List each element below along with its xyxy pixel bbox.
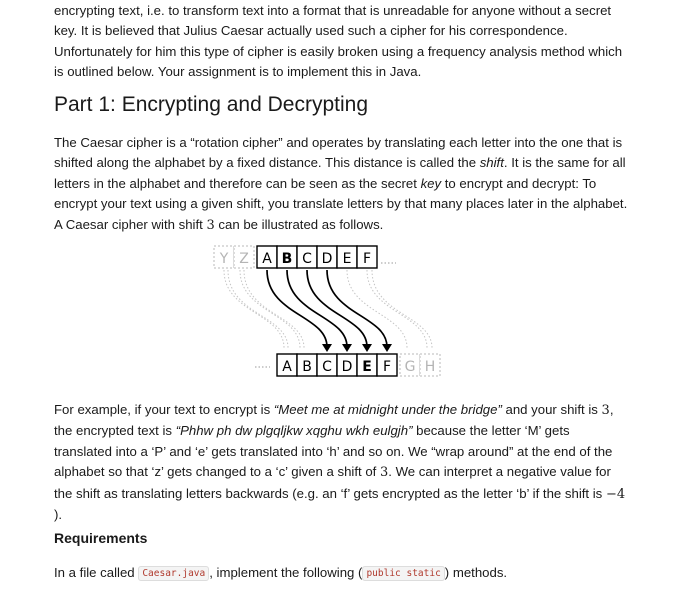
- p2-text: the shift as translating letters backwards (e.g. an ‘f’ gets encrypted as the letter ‘b’ if the shift is: [54, 485, 606, 501]
- caesar-description-paragraph: [54, 133, 654, 236]
- intro-line-2: key. It is believed that Julius Caesar actually used such a cipher for his correspondence.: [54, 23, 568, 39]
- shift-term: shift: [479, 155, 504, 171]
- bottom-row: [255, 354, 440, 376]
- bottom-letter: C: [322, 359, 332, 375]
- p1-text: to encrypt and decrypt: To: [441, 175, 597, 191]
- p3-text: , implement the following (: [209, 565, 363, 580]
- requirements-heading: Requirements: [54, 530, 148, 546]
- bottom-dim-letter: G: [404, 359, 416, 375]
- mapping-curve-faint: [372, 270, 432, 348]
- plaintext-example: “Meet me at midnight under the bridge”: [273, 402, 502, 417]
- top-letter: A: [262, 251, 272, 267]
- arrow-head: [322, 344, 332, 352]
- p2-text: because the letter ‘M’ gets: [412, 423, 570, 439]
- mapping-curve-faint: [224, 270, 284, 348]
- shift-arrow-curve: [267, 270, 327, 347]
- bottom-letter: B: [302, 359, 312, 375]
- top-row: [214, 246, 396, 268]
- p1-text: . It is the same for all: [503, 155, 626, 171]
- p1-line-4: encrypt your text using a given shift, you translate letters by that many places later in the alphabet.: [54, 196, 628, 212]
- arrow-head: [362, 344, 372, 352]
- top-letter: D: [321, 251, 333, 267]
- bottom-letter: D: [341, 359, 353, 375]
- top-dim-letter: Z: [239, 251, 249, 267]
- bottom-letter: A: [282, 359, 292, 375]
- p1-text: A Caesar cipher with shift: [54, 216, 207, 232]
- shift-arrow-curve: [327, 270, 387, 347]
- intro-line-3: Unfortunately for him this type of cipher is easily broken using a frequency analysis method which: [54, 43, 623, 59]
- mapping-curve-faint: [367, 270, 427, 348]
- intro-line-1: encrypting text, i.e. to transform text into a format that is unreadable for anyone without a secret: [54, 3, 612, 18]
- intro-line-4: is outlined below. Your assignment is to implement this in Java.: [54, 64, 422, 80]
- p1-line-3: [54, 174, 654, 194]
- p3-text: ) methods.: [444, 565, 508, 580]
- top-letter-highlighted: B: [281, 251, 293, 267]
- p2-line-3: translated into a ‘P’ and ‘e’ gets translated into ‘h’ and so on. We “wrap around” at the end of the: [54, 443, 613, 459]
- shift-arrow-curve: [307, 270, 367, 347]
- p2-text: . We can interpret a negative value for: [388, 464, 611, 480]
- filename-code: Caesar.java: [138, 566, 209, 581]
- bottom-dim-letter: H: [424, 359, 436, 375]
- shift-number: 3: [379, 465, 389, 481]
- p2-text: the encrypted text is: [54, 423, 176, 439]
- top-letter: F: [362, 251, 372, 267]
- p3-line-1: [54, 563, 654, 584]
- p1-text: letters in the alphabet and therefore can be seen as the secret: [54, 175, 421, 191]
- p2-line-5: [54, 484, 654, 505]
- arrow-head: [342, 344, 352, 352]
- caesar-shift-diagram: [200, 243, 500, 383]
- shift-arrow-curve: [287, 270, 347, 347]
- example-paragraph: [54, 400, 654, 525]
- p2-text: ,: [609, 402, 614, 417]
- key-term: key: [420, 175, 442, 191]
- p2-text: and your shift is: [501, 402, 602, 417]
- p3-text: In a file called: [54, 565, 139, 580]
- top-letter: E: [342, 251, 352, 267]
- p2-line-6: ).: [54, 507, 63, 523]
- p2-line-1: [54, 400, 654, 421]
- p2-line-4: [54, 462, 654, 483]
- p1-line-1: The Caesar cipher is a “rotation cipher” and operates by translating each letter into the one that is: [54, 135, 623, 150]
- p1-line-5: [54, 215, 654, 236]
- modifier-code: public static: [362, 566, 444, 581]
- p2-text: alphabet so that ‘z’ gets changed to a ‘c’ given a shift of: [54, 464, 380, 480]
- mapping-curve-faint: [244, 270, 304, 348]
- bottom-letter-highlighted: E: [362, 359, 372, 375]
- arrow-heads: [322, 344, 392, 352]
- p2-text: For example, if your text to encrypt is: [54, 402, 274, 417]
- p1-text: shifted along the alphabet by a fixed distance. This distance is called the: [54, 155, 480, 171]
- shift-number: 3: [206, 217, 215, 233]
- mapping-curve-faint: [347, 270, 407, 348]
- ciphertext-example: “Phhw ph dw plgqljkw xqghu wkh eulgjh”: [175, 423, 413, 439]
- mapping-curve-faint: [228, 270, 288, 348]
- top-letter: C: [302, 251, 312, 267]
- p2-line-2: [54, 421, 654, 441]
- p1-text: can be illustrated as follows.: [214, 216, 384, 232]
- negative-shift-number: −4: [605, 486, 626, 502]
- arrow-head: [382, 344, 392, 352]
- p1-line-2: [54, 153, 654, 173]
- requirements-paragraph: [54, 563, 654, 584]
- top-dim-letter: Y: [219, 251, 229, 267]
- shift-number: 3: [601, 403, 610, 418]
- bottom-letter: F: [382, 359, 392, 375]
- section-heading: Part 1: Encrypting and Decrypting: [54, 93, 368, 116]
- intro-paragraph: [54, 1, 654, 83]
